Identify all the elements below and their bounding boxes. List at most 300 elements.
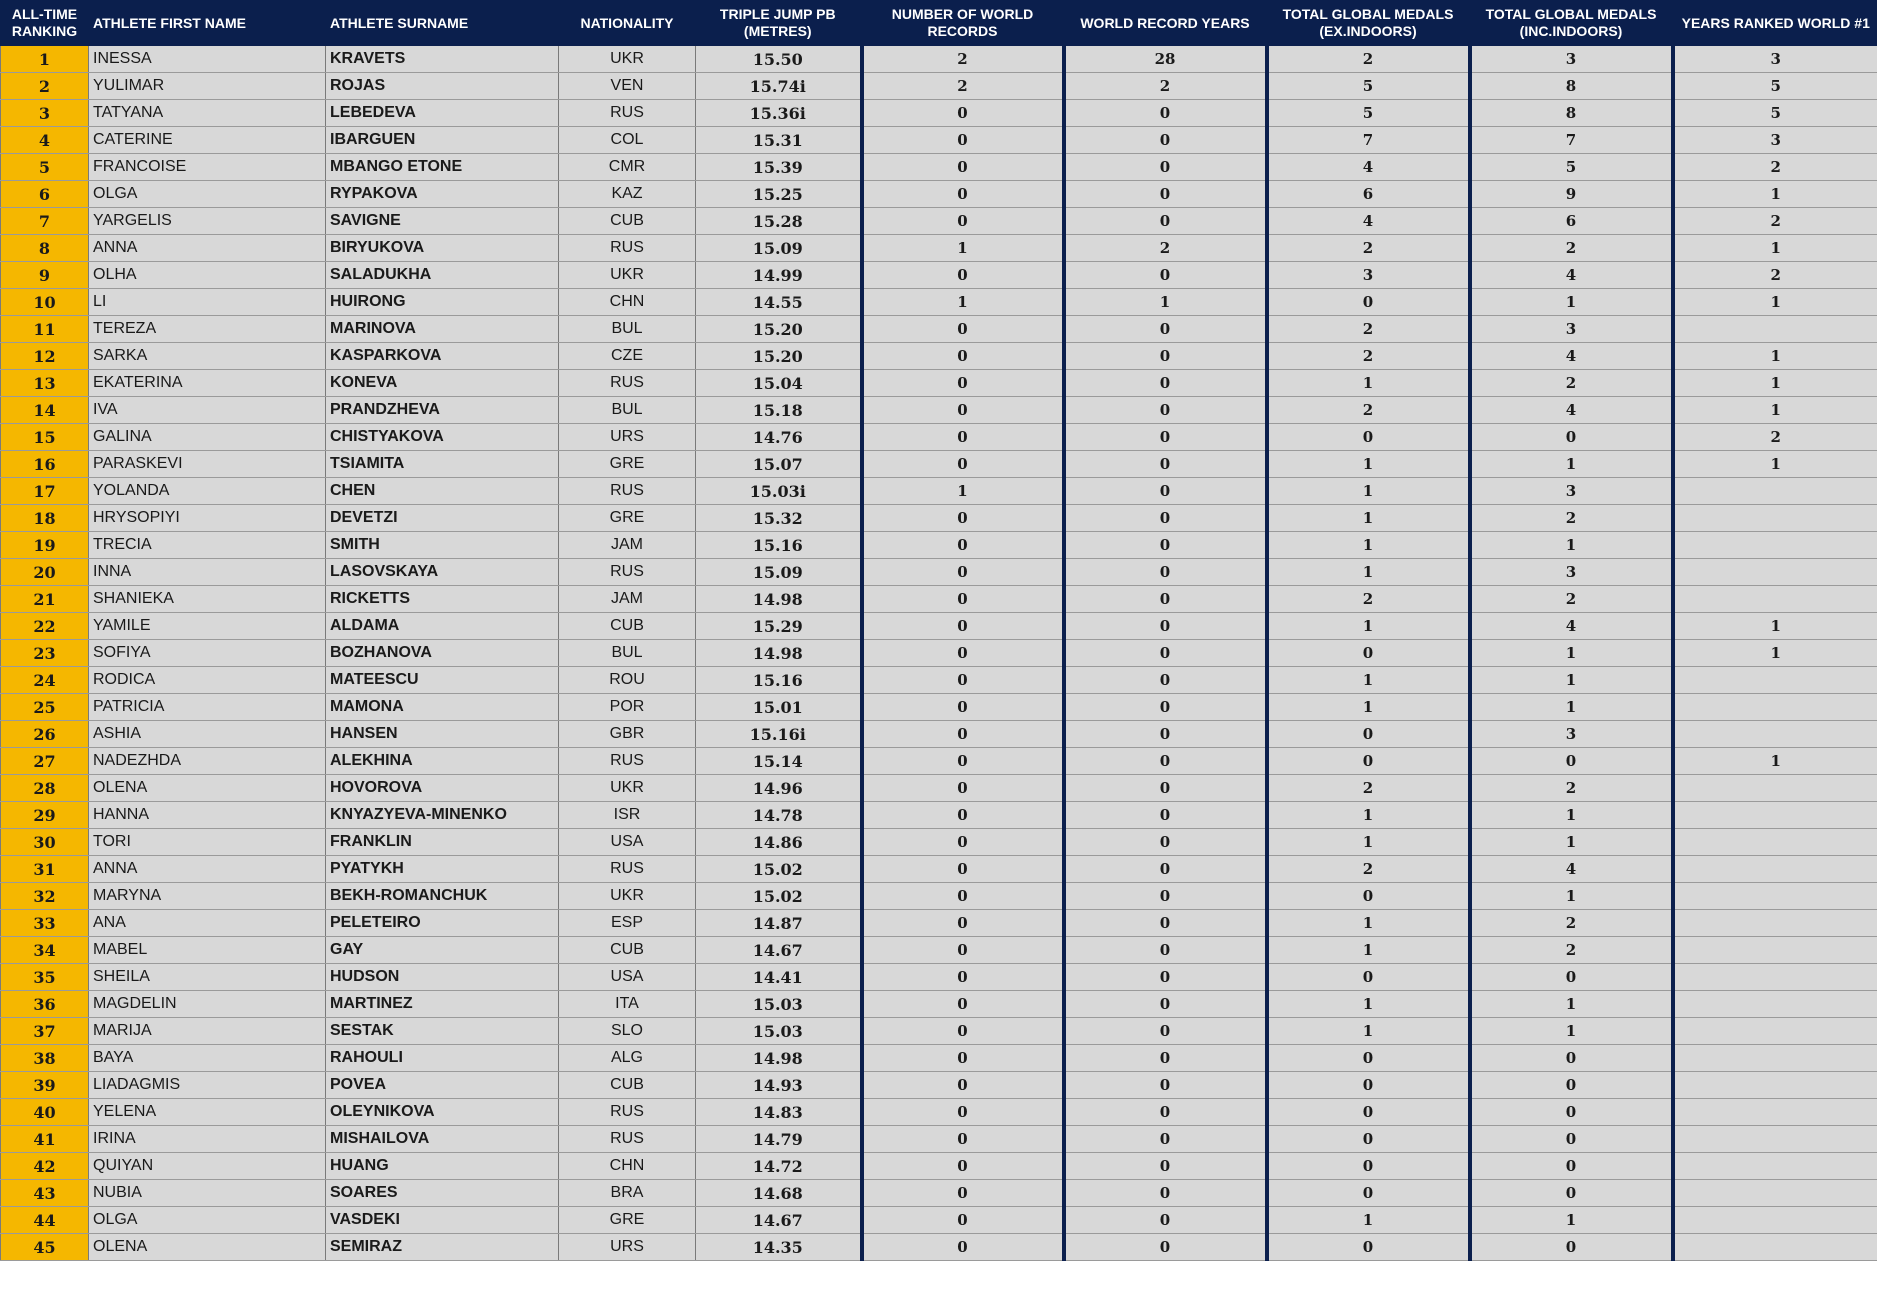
years-no1-cell bbox=[1673, 505, 1877, 532]
medals-ex-cell: 2 bbox=[1267, 235, 1470, 262]
pb-cell: 15.03 bbox=[696, 1018, 862, 1045]
medals-inc-cell: 8 bbox=[1470, 100, 1673, 127]
medals-inc-cell: 5 bbox=[1470, 154, 1673, 181]
table-row bbox=[1, 397, 1877, 424]
first-name-cell: PATRICIA bbox=[89, 694, 326, 721]
pb-cell: 15.02 bbox=[696, 856, 862, 883]
years-no1-cell: 1 bbox=[1673, 181, 1877, 208]
years-no1-cell: 5 bbox=[1673, 73, 1877, 100]
table-row bbox=[1, 910, 1877, 937]
table-row bbox=[1, 289, 1877, 316]
table-row bbox=[1, 1153, 1877, 1180]
medals-inc-cell: 1 bbox=[1470, 694, 1673, 721]
rank-cell: 27 bbox=[1, 748, 89, 775]
pb-cell: 15.28 bbox=[696, 208, 862, 235]
rank-cell: 10 bbox=[1, 289, 89, 316]
surname-cell: LASOVSKAYA bbox=[326, 559, 559, 586]
wr-years-cell: 0 bbox=[1064, 559, 1267, 586]
wr-years-cell: 0 bbox=[1064, 721, 1267, 748]
years-no1-cell bbox=[1673, 721, 1877, 748]
pb-cell: 14.72 bbox=[696, 1153, 862, 1180]
table-row bbox=[1, 127, 1877, 154]
table-row bbox=[1, 46, 1877, 73]
years-no1-cell bbox=[1673, 1099, 1877, 1126]
nationality-cell: USA bbox=[559, 964, 696, 991]
medals-inc-cell: 2 bbox=[1470, 775, 1673, 802]
medals-inc-cell: 3 bbox=[1470, 721, 1673, 748]
surname-cell: SESTAK bbox=[326, 1018, 559, 1045]
surname-cell: MATEESCU bbox=[326, 667, 559, 694]
table-row bbox=[1, 991, 1877, 1018]
rank-cell: 17 bbox=[1, 478, 89, 505]
surname-cell: PRANDZHEVA bbox=[326, 397, 559, 424]
years-no1-cell bbox=[1673, 667, 1877, 694]
pb-cell: 15.14 bbox=[696, 748, 862, 775]
pb-cell: 14.96 bbox=[696, 775, 862, 802]
world-records-cell: 1 bbox=[862, 478, 1064, 505]
table-row bbox=[1, 883, 1877, 910]
surname-cell: SALADUKHA bbox=[326, 262, 559, 289]
wr-years-cell: 0 bbox=[1064, 1207, 1267, 1234]
world-records-cell: 0 bbox=[862, 1072, 1064, 1099]
wr-years-cell: 0 bbox=[1064, 1234, 1267, 1261]
first-name-cell: PARASKEVI bbox=[89, 451, 326, 478]
table-row bbox=[1, 1126, 1877, 1153]
pb-cell: 14.67 bbox=[696, 937, 862, 964]
wr-years-cell: 0 bbox=[1064, 613, 1267, 640]
nationality-cell: ROU bbox=[559, 667, 696, 694]
rank-cell: 41 bbox=[1, 1126, 89, 1153]
rank-cell: 36 bbox=[1, 991, 89, 1018]
wr-years-cell: 0 bbox=[1064, 1072, 1267, 1099]
medals-inc-cell: 7 bbox=[1470, 127, 1673, 154]
first-name-cell: CATERINE bbox=[89, 127, 326, 154]
pb-cell: 14.55 bbox=[696, 289, 862, 316]
pb-cell: 15.39 bbox=[696, 154, 862, 181]
medals-ex-cell: 1 bbox=[1267, 505, 1470, 532]
years-no1-cell: 1 bbox=[1673, 235, 1877, 262]
wr-years-cell: 0 bbox=[1064, 1180, 1267, 1207]
first-name-cell: EKATERINA bbox=[89, 370, 326, 397]
medals-inc-cell: 0 bbox=[1470, 964, 1673, 991]
medals-ex-cell: 0 bbox=[1267, 1072, 1470, 1099]
medals-inc-cell: 1 bbox=[1470, 802, 1673, 829]
medals-ex-cell: 4 bbox=[1267, 154, 1470, 181]
years-no1-cell bbox=[1673, 559, 1877, 586]
surname-cell: HOVOROVA bbox=[326, 775, 559, 802]
first-name-cell: ANNA bbox=[89, 235, 326, 262]
surname-cell: TSIAMITA bbox=[326, 451, 559, 478]
world-records-cell: 0 bbox=[862, 667, 1064, 694]
surname-cell: KNYAZYEVA-MINENKO bbox=[326, 802, 559, 829]
years-no1-cell: 3 bbox=[1673, 46, 1877, 73]
world-records-cell: 0 bbox=[862, 1045, 1064, 1072]
surname-cell: DEVETZI bbox=[326, 505, 559, 532]
first-name-cell: NUBIA bbox=[89, 1180, 326, 1207]
medals-inc-cell: 1 bbox=[1470, 289, 1673, 316]
first-name-cell: FRANCOISE bbox=[89, 154, 326, 181]
header-first-name: ATHLETE FIRST NAME bbox=[89, 1, 326, 46]
first-name-cell: TATYANA bbox=[89, 100, 326, 127]
world-records-cell: 0 bbox=[862, 937, 1064, 964]
first-name-cell: YOLANDA bbox=[89, 478, 326, 505]
medals-ex-cell: 1 bbox=[1267, 694, 1470, 721]
world-records-cell: 0 bbox=[862, 748, 1064, 775]
first-name-cell: YULIMAR bbox=[89, 73, 326, 100]
wr-years-cell: 0 bbox=[1064, 262, 1267, 289]
surname-cell: RAHOULI bbox=[326, 1045, 559, 1072]
medals-inc-cell: 1 bbox=[1470, 1018, 1673, 1045]
years-no1-cell: 1 bbox=[1673, 613, 1877, 640]
world-records-cell: 0 bbox=[862, 208, 1064, 235]
medals-ex-cell: 1 bbox=[1267, 910, 1470, 937]
pb-cell: 14.93 bbox=[696, 1072, 862, 1099]
surname-cell: HUDSON bbox=[326, 964, 559, 991]
nationality-cell: CMR bbox=[559, 154, 696, 181]
wr-years-cell: 0 bbox=[1064, 370, 1267, 397]
world-records-cell: 0 bbox=[862, 559, 1064, 586]
first-name-cell: YAMILE bbox=[89, 613, 326, 640]
years-no1-cell bbox=[1673, 1153, 1877, 1180]
world-records-cell: 0 bbox=[862, 829, 1064, 856]
nationality-cell: RUS bbox=[559, 478, 696, 505]
first-name-cell: BAYA bbox=[89, 1045, 326, 1072]
wr-years-cell: 0 bbox=[1064, 640, 1267, 667]
medals-inc-cell: 4 bbox=[1470, 397, 1673, 424]
nationality-cell: ISR bbox=[559, 802, 696, 829]
pb-cell: 14.98 bbox=[696, 586, 862, 613]
pb-cell: 15.36i bbox=[696, 100, 862, 127]
world-records-cell: 0 bbox=[862, 721, 1064, 748]
rank-cell: 7 bbox=[1, 208, 89, 235]
first-name-cell: HANNA bbox=[89, 802, 326, 829]
world-records-cell: 0 bbox=[862, 1207, 1064, 1234]
surname-cell: GAY bbox=[326, 937, 559, 964]
table-row bbox=[1, 802, 1877, 829]
medals-inc-cell: 2 bbox=[1470, 910, 1673, 937]
years-no1-cell bbox=[1673, 1234, 1877, 1261]
years-no1-cell bbox=[1673, 937, 1877, 964]
medals-inc-cell: 0 bbox=[1470, 1072, 1673, 1099]
nationality-cell: GBR bbox=[559, 721, 696, 748]
table-row bbox=[1, 1072, 1877, 1099]
surname-cell: PYATYKH bbox=[326, 856, 559, 883]
pb-cell: 14.86 bbox=[696, 829, 862, 856]
years-no1-cell bbox=[1673, 532, 1877, 559]
first-name-cell: SHANIEKA bbox=[89, 586, 326, 613]
world-records-cell: 0 bbox=[862, 694, 1064, 721]
rank-cell: 16 bbox=[1, 451, 89, 478]
years-no1-cell bbox=[1673, 775, 1877, 802]
medals-inc-cell: 6 bbox=[1470, 208, 1673, 235]
table-row bbox=[1, 586, 1877, 613]
header-wr-years: WORLD RECORD YEARS bbox=[1064, 1, 1267, 46]
world-records-cell: 0 bbox=[862, 883, 1064, 910]
medals-ex-cell: 0 bbox=[1267, 964, 1470, 991]
years-no1-cell: 1 bbox=[1673, 748, 1877, 775]
surname-cell: VASDEKI bbox=[326, 1207, 559, 1234]
years-no1-cell bbox=[1673, 1072, 1877, 1099]
surname-cell: BEKH-ROMANCHUK bbox=[326, 883, 559, 910]
wr-years-cell: 0 bbox=[1064, 775, 1267, 802]
medals-inc-cell: 2 bbox=[1470, 586, 1673, 613]
world-records-cell: 0 bbox=[862, 856, 1064, 883]
world-records-cell: 0 bbox=[862, 802, 1064, 829]
first-name-cell: OLENA bbox=[89, 1234, 326, 1261]
table-row bbox=[1, 775, 1877, 802]
nationality-cell: CUB bbox=[559, 613, 696, 640]
medals-ex-cell: 5 bbox=[1267, 100, 1470, 127]
first-name-cell: ANA bbox=[89, 910, 326, 937]
table-row bbox=[1, 856, 1877, 883]
medals-ex-cell: 0 bbox=[1267, 1045, 1470, 1072]
pb-cell: 15.03 bbox=[696, 991, 862, 1018]
surname-cell: SOARES bbox=[326, 1180, 559, 1207]
rank-cell: 30 bbox=[1, 829, 89, 856]
pb-cell: 15.16 bbox=[696, 667, 862, 694]
medals-inc-cell: 3 bbox=[1470, 316, 1673, 343]
medals-inc-cell: 0 bbox=[1470, 1099, 1673, 1126]
first-name-cell: HRYSOPIYI bbox=[89, 505, 326, 532]
nationality-cell: JAM bbox=[559, 586, 696, 613]
world-records-cell: 0 bbox=[862, 1234, 1064, 1261]
medals-ex-cell: 0 bbox=[1267, 1099, 1470, 1126]
world-records-cell: 0 bbox=[862, 775, 1064, 802]
header-nationality: NATIONALITY bbox=[559, 1, 696, 46]
surname-cell: ALDAMA bbox=[326, 613, 559, 640]
table-row bbox=[1, 1180, 1877, 1207]
pb-cell: 15.20 bbox=[696, 343, 862, 370]
wr-years-cell: 0 bbox=[1064, 1018, 1267, 1045]
medals-inc-cell: 1 bbox=[1470, 451, 1673, 478]
nationality-cell: GRE bbox=[559, 505, 696, 532]
surname-cell: HANSEN bbox=[326, 721, 559, 748]
surname-cell: KASPARKOVA bbox=[326, 343, 559, 370]
nationality-cell: UKR bbox=[559, 775, 696, 802]
rank-cell: 24 bbox=[1, 667, 89, 694]
medals-ex-cell: 2 bbox=[1267, 775, 1470, 802]
table-row bbox=[1, 1045, 1877, 1072]
nationality-cell: USA bbox=[559, 829, 696, 856]
surname-cell: MARINOVA bbox=[326, 316, 559, 343]
wr-years-cell: 0 bbox=[1064, 1153, 1267, 1180]
wr-years-cell: 0 bbox=[1064, 694, 1267, 721]
world-records-cell: 0 bbox=[862, 1099, 1064, 1126]
world-records-cell: 0 bbox=[862, 910, 1064, 937]
medals-ex-cell: 1 bbox=[1267, 1018, 1470, 1045]
world-records-cell: 0 bbox=[862, 154, 1064, 181]
surname-cell: MAMONA bbox=[326, 694, 559, 721]
world-records-cell: 0 bbox=[862, 397, 1064, 424]
pb-cell: 15.74i bbox=[696, 73, 862, 100]
wr-years-cell: 0 bbox=[1064, 127, 1267, 154]
medals-inc-cell: 9 bbox=[1470, 181, 1673, 208]
first-name-cell: TEREZA bbox=[89, 316, 326, 343]
years-no1-cell: 2 bbox=[1673, 208, 1877, 235]
pb-cell: 15.02 bbox=[696, 883, 862, 910]
nationality-cell: KAZ bbox=[559, 181, 696, 208]
nationality-cell: CUB bbox=[559, 1072, 696, 1099]
world-records-cell: 0 bbox=[862, 613, 1064, 640]
medals-inc-cell: 4 bbox=[1470, 856, 1673, 883]
nationality-cell: RUS bbox=[559, 559, 696, 586]
pb-cell: 14.76 bbox=[696, 424, 862, 451]
wr-years-cell: 0 bbox=[1064, 181, 1267, 208]
wr-years-cell: 0 bbox=[1064, 1045, 1267, 1072]
pb-cell: 14.68 bbox=[696, 1180, 862, 1207]
wr-years-cell: 0 bbox=[1064, 154, 1267, 181]
pb-cell: 14.41 bbox=[696, 964, 862, 991]
wr-years-cell: 0 bbox=[1064, 208, 1267, 235]
medals-ex-cell: 1 bbox=[1267, 370, 1470, 397]
medals-ex-cell: 0 bbox=[1267, 721, 1470, 748]
nationality-cell: BUL bbox=[559, 316, 696, 343]
rank-cell: 3 bbox=[1, 100, 89, 127]
pb-cell: 14.78 bbox=[696, 802, 862, 829]
wr-years-cell: 0 bbox=[1064, 883, 1267, 910]
years-no1-cell: 2 bbox=[1673, 154, 1877, 181]
table-row bbox=[1, 505, 1877, 532]
pb-cell: 15.20 bbox=[696, 316, 862, 343]
rank-cell: 4 bbox=[1, 127, 89, 154]
world-records-cell: 0 bbox=[862, 370, 1064, 397]
pb-cell: 15.31 bbox=[696, 127, 862, 154]
nationality-cell: POR bbox=[559, 694, 696, 721]
table-row bbox=[1, 829, 1877, 856]
table-row bbox=[1, 559, 1877, 586]
first-name-cell: YELENA bbox=[89, 1099, 326, 1126]
medals-ex-cell: 0 bbox=[1267, 1234, 1470, 1261]
years-no1-cell: 2 bbox=[1673, 262, 1877, 289]
rank-cell: 44 bbox=[1, 1207, 89, 1234]
years-no1-cell: 1 bbox=[1673, 640, 1877, 667]
first-name-cell: MABEL bbox=[89, 937, 326, 964]
first-name-cell: MARIJA bbox=[89, 1018, 326, 1045]
surname-cell: MARTINEZ bbox=[326, 991, 559, 1018]
rank-cell: 8 bbox=[1, 235, 89, 262]
first-name-cell: OLGA bbox=[89, 1207, 326, 1234]
rank-cell: 28 bbox=[1, 775, 89, 802]
world-records-cell: 0 bbox=[862, 262, 1064, 289]
rank-cell: 23 bbox=[1, 640, 89, 667]
medals-inc-cell: 0 bbox=[1470, 1153, 1673, 1180]
surname-cell: RICKETTS bbox=[326, 586, 559, 613]
pb-cell: 14.87 bbox=[696, 910, 862, 937]
world-records-cell: 0 bbox=[862, 964, 1064, 991]
table-row bbox=[1, 316, 1877, 343]
first-name-cell: LI bbox=[89, 289, 326, 316]
first-name-cell: MAGDELIN bbox=[89, 991, 326, 1018]
nationality-cell: BRA bbox=[559, 1180, 696, 1207]
medals-inc-cell: 1 bbox=[1470, 667, 1673, 694]
table-row bbox=[1, 235, 1877, 262]
table-row bbox=[1, 964, 1877, 991]
years-no1-cell bbox=[1673, 1126, 1877, 1153]
rank-cell: 2 bbox=[1, 73, 89, 100]
surname-cell: BOZHANOVA bbox=[326, 640, 559, 667]
medals-ex-cell: 1 bbox=[1267, 667, 1470, 694]
wr-years-cell: 2 bbox=[1064, 73, 1267, 100]
medals-inc-cell: 8 bbox=[1470, 73, 1673, 100]
wr-years-cell: 0 bbox=[1064, 964, 1267, 991]
world-records-cell: 2 bbox=[862, 46, 1064, 73]
first-name-cell: OLENA bbox=[89, 775, 326, 802]
rank-cell: 34 bbox=[1, 937, 89, 964]
first-name-cell: LIADAGMIS bbox=[89, 1072, 326, 1099]
medals-inc-cell: 0 bbox=[1470, 1045, 1673, 1072]
rank-cell: 22 bbox=[1, 613, 89, 640]
nationality-cell: ALG bbox=[559, 1045, 696, 1072]
rank-cell: 6 bbox=[1, 181, 89, 208]
nationality-cell: RUS bbox=[559, 856, 696, 883]
years-no1-cell bbox=[1673, 1018, 1877, 1045]
pb-cell: 14.83 bbox=[696, 1099, 862, 1126]
medals-ex-cell: 1 bbox=[1267, 991, 1470, 1018]
first-name-cell: ANNA bbox=[89, 856, 326, 883]
rank-cell: 35 bbox=[1, 964, 89, 991]
first-name-cell: SARKA bbox=[89, 343, 326, 370]
table-row bbox=[1, 154, 1877, 181]
surname-cell: CHEN bbox=[326, 478, 559, 505]
table-row bbox=[1, 181, 1877, 208]
first-name-cell: IRINA bbox=[89, 1126, 326, 1153]
years-no1-cell bbox=[1673, 883, 1877, 910]
surname-cell: CHISTYAKOVA bbox=[326, 424, 559, 451]
medals-ex-cell: 4 bbox=[1267, 208, 1470, 235]
wr-years-cell: 0 bbox=[1064, 100, 1267, 127]
nationality-cell: CUB bbox=[559, 937, 696, 964]
first-name-cell: RODICA bbox=[89, 667, 326, 694]
medals-inc-cell: 0 bbox=[1470, 424, 1673, 451]
world-records-cell: 0 bbox=[862, 424, 1064, 451]
medals-ex-cell: 0 bbox=[1267, 289, 1470, 316]
pb-cell: 15.09 bbox=[696, 559, 862, 586]
medals-inc-cell: 4 bbox=[1470, 343, 1673, 370]
years-no1-cell bbox=[1673, 478, 1877, 505]
medals-ex-cell: 1 bbox=[1267, 559, 1470, 586]
medals-ex-cell: 2 bbox=[1267, 46, 1470, 73]
surname-cell: SEMIRAZ bbox=[326, 1234, 559, 1261]
header-years-no1: YEARS RANKED WORLD #1 bbox=[1673, 1, 1877, 46]
pb-cell: 14.35 bbox=[696, 1234, 862, 1261]
nationality-cell: ITA bbox=[559, 991, 696, 1018]
medals-inc-cell: 1 bbox=[1470, 532, 1673, 559]
table-row bbox=[1, 667, 1877, 694]
wr-years-cell: 0 bbox=[1064, 667, 1267, 694]
table-row bbox=[1, 343, 1877, 370]
surname-cell: MBANGO ETONE bbox=[326, 154, 559, 181]
rank-cell: 26 bbox=[1, 721, 89, 748]
surname-cell: SMITH bbox=[326, 532, 559, 559]
table-row bbox=[1, 424, 1877, 451]
wr-years-cell: 0 bbox=[1064, 478, 1267, 505]
wr-years-cell: 0 bbox=[1064, 397, 1267, 424]
medals-ex-cell: 2 bbox=[1267, 586, 1470, 613]
rank-cell: 5 bbox=[1, 154, 89, 181]
rank-cell: 42 bbox=[1, 1153, 89, 1180]
first-name-cell: SHEILA bbox=[89, 964, 326, 991]
surname-cell: LEBEDEVA bbox=[326, 100, 559, 127]
medals-inc-cell: 2 bbox=[1470, 937, 1673, 964]
medals-inc-cell: 3 bbox=[1470, 478, 1673, 505]
first-name-cell: TRECIA bbox=[89, 532, 326, 559]
years-no1-cell: 1 bbox=[1673, 451, 1877, 478]
first-name-cell: INNA bbox=[89, 559, 326, 586]
table-row bbox=[1, 208, 1877, 235]
wr-years-cell: 0 bbox=[1064, 586, 1267, 613]
medals-inc-cell: 2 bbox=[1470, 505, 1673, 532]
years-no1-cell: 1 bbox=[1673, 343, 1877, 370]
